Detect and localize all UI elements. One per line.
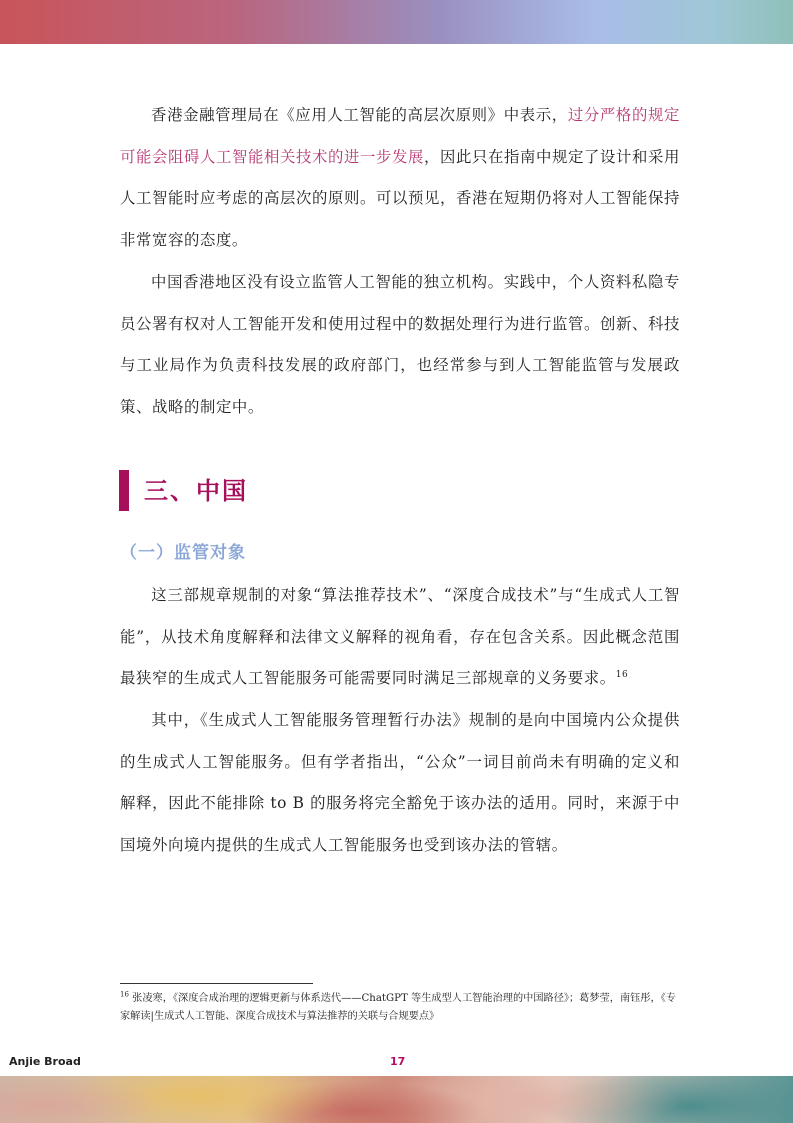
footnote — [120, 990, 676, 1026]
footnote-reference[interactable]: 16 — [615, 670, 629, 681]
paragraph-regulated-objects — [120, 575, 680, 700]
page-number: 17 — [390, 1055, 406, 1068]
footnote-text: 张凌寒，《深度合成治理的逻辑更新与体系迭代——ChatGPT 等生成型人工智能治理的中国路径》；葛梦莹，南钰彤，《专家解读|生成式人工智能、深度合成技术与算法推荐的关联与合规要点》 — [120, 993, 676, 1022]
paragraph-hk-regulators — [120, 262, 680, 429]
paragraph-text: 香港金融管理局在《应用人工智能的高层次原则》中表示， — [151, 106, 568, 124]
paragraph-hkma-principles — [120, 95, 680, 262]
section-heading: 三、中国 — [144, 477, 248, 505]
paragraph-interim-measures — [120, 700, 680, 867]
footnote-number: 16 — [120, 990, 129, 999]
subsection-heading: （一）监管对象 — [120, 543, 246, 563]
paragraph-text: 这三部规章规制的对象“算法推荐技术”、“深度合成技术”与“生成式人工智能”，从技术角度解释和法律文义解释的视角看，存在包含关系。因此概念范围最狭窄的生成式人工智能服务可能需要同时满足三部规章的义务要求。 — [120, 586, 680, 688]
paragraph-text: 其中，《生成式人工智能服务管理暂行办法》规制的是向中国境内公众提供的生成式人工智能服务。但有学者指出，“公众”一词目前尚未有明确的定义和解释，因此不能排除 to B 的服务将完全豁免于该办法的适用。同时，来源于中国境外向境内提供的生成式人工智能服务也受到该办法的管辖。 — [120, 711, 680, 855]
top-decorative-band — [0, 0, 793, 44]
footer-brand: Anjie Broad — [9, 1055, 81, 1068]
highlighted-text: 过分严格的规定可能会阻碍人工智能相关技术的进一步发展 — [120, 106, 680, 166]
footnote-divider — [120, 983, 313, 984]
section-heading-bar — [119, 470, 129, 511]
paragraph-text: 中国香港地区没有设立监管人工智能的独立机构。实践中，个人资料私隐专员公署有权对人工智能开发和使用过程中的数据处理行为进行监管。创新、科技与工业局作为负责科技发展的政府部门，也经常参与到人工智能监管与发展政策、战略的制定中。 — [120, 273, 680, 417]
bottom-decorative-band — [0, 1076, 793, 1123]
paragraph-text: ，因此只在指南中规定了设计和采用人工智能时应考虑的高层次的原则。可以预见，香港在短期仍将对人工智能保持非常宽容的态度。 — [120, 147, 680, 250]
